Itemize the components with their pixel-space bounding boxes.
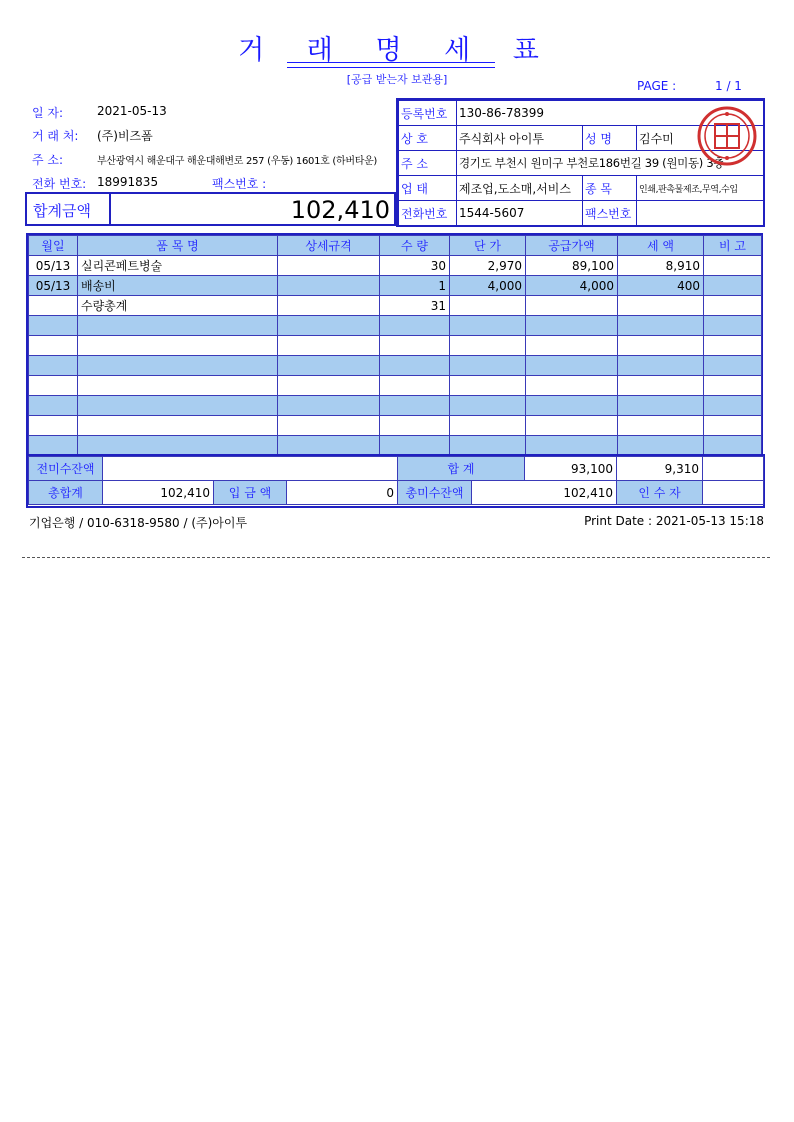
items-header-row xyxy=(29,236,762,256)
supplier-phone-label: 전화번호 xyxy=(399,201,457,226)
supplier-phone-value: 1544-5607 xyxy=(457,201,583,226)
empty-row xyxy=(29,416,762,436)
table-row xyxy=(29,256,762,276)
row-supply: 89,100 xyxy=(526,256,618,276)
total-amount-box xyxy=(25,192,396,226)
empty-row xyxy=(29,356,762,376)
supplier-fax-value xyxy=(637,201,764,226)
receiver-label: 인 수 자 xyxy=(617,481,703,505)
phone-label: 전화 번호: xyxy=(32,177,87,191)
paid-label: 입 금 액 xyxy=(214,481,287,505)
business-type-label: 종 목 xyxy=(583,176,637,201)
receiver-value xyxy=(703,481,764,505)
row-item-name: 배송비 xyxy=(78,276,278,296)
prev-balance-label: 전미수잔액 xyxy=(29,457,103,481)
sum-label: 합 계 xyxy=(398,457,525,481)
row-supply xyxy=(526,296,618,316)
row-item-name: 수량총계 xyxy=(78,296,278,316)
document-title: 거 래 명 세 표 xyxy=(238,35,556,66)
supplier-address-label: 주 소 xyxy=(399,151,457,176)
header-note: 비 고 xyxy=(704,236,762,256)
address-value: 부산광역시 해운대구 해운대해변로 257 (우동) 1601호 (하버타운) xyxy=(97,156,378,167)
row-date: 05/13 xyxy=(29,256,78,276)
header-tax: 세 액 xyxy=(618,236,704,256)
row-unit-price: 2,970 xyxy=(450,256,526,276)
row-unit-price xyxy=(450,296,526,316)
title-underline xyxy=(287,62,495,68)
paid-value: 0 xyxy=(287,481,398,505)
business-value: 제조업,도소매,서비스 xyxy=(457,176,583,201)
row-qty: 1 xyxy=(380,276,450,296)
rep-name-value: 김수미 xyxy=(637,126,764,151)
business-type-value: 인쇄,판촉물제조,무역,수입 xyxy=(637,176,764,201)
header-spec: 상세규격 xyxy=(278,236,380,256)
empty-row xyxy=(29,436,762,456)
row-date: 05/13 xyxy=(29,276,78,296)
row-spec xyxy=(278,296,380,316)
address-label: 주 소: xyxy=(32,153,64,167)
cut-line xyxy=(22,557,770,558)
business-label: 업 태 xyxy=(399,176,457,201)
total-balance-label: 총미수잔액 xyxy=(398,481,472,505)
company-value: 주식회사 아이투 xyxy=(457,126,583,151)
sum-note-cell xyxy=(703,457,764,481)
table-row xyxy=(29,296,762,316)
sum-supply-value: 93,100 xyxy=(525,457,617,481)
row-note xyxy=(704,256,762,276)
sum-tax-value: 9,310 xyxy=(617,457,703,481)
empty-row xyxy=(29,396,762,416)
row-spec xyxy=(278,276,380,296)
summary-box xyxy=(26,454,765,508)
items-table xyxy=(28,235,762,456)
row-supply: 4,000 xyxy=(526,276,618,296)
supplier-fax-label: 팩스번호 xyxy=(583,201,637,226)
row-note xyxy=(704,296,762,316)
rep-name-label: 성 명 xyxy=(583,126,637,151)
row-tax: 8,910 xyxy=(618,256,704,276)
prev-balance-value xyxy=(103,457,398,481)
date-value: 2021-05-13 xyxy=(97,104,167,118)
document-subtitle: [공급 받는자 보관용] xyxy=(346,73,448,86)
empty-row xyxy=(29,376,762,396)
reg-no-value: 130-86-78399 xyxy=(457,101,764,126)
grand-total-label: 총합계 xyxy=(29,481,103,505)
print-date: Print Date : 2021-05-13 15:18 xyxy=(584,514,764,528)
date-label: 일 자: xyxy=(32,106,64,120)
header-qty: 수 량 xyxy=(380,236,450,256)
total-amount-value: 102,410 xyxy=(290,196,390,224)
table-row xyxy=(29,276,762,296)
page-number: 1 / 1 xyxy=(715,79,742,93)
company-seal-icon xyxy=(695,106,759,166)
header-date: 월일 xyxy=(29,236,78,256)
row-unit-price: 4,000 xyxy=(450,276,526,296)
reg-no-label: 등록번호 xyxy=(399,101,457,126)
fax-label: 팩스번호 : xyxy=(212,177,267,191)
row-item-name: 실리콘페트병술 xyxy=(78,256,278,276)
row-note xyxy=(704,276,762,296)
items-table-box xyxy=(26,233,763,455)
row-tax: 400 xyxy=(618,276,704,296)
header-supply: 공급가액 xyxy=(526,236,618,256)
total-balance-value: 102,410 xyxy=(472,481,617,505)
row-qty: 31 xyxy=(380,296,450,316)
phone-value: 18991835 xyxy=(97,175,159,189)
empty-row xyxy=(29,336,762,356)
total-amount-label: 합계금액 xyxy=(33,202,91,220)
header-item-name: 품 목 명 xyxy=(78,236,278,256)
header-unit-price: 단 가 xyxy=(450,236,526,256)
supplier-address-value: 경기도 부천시 원미구 부천로186번길 39 (원미동) 3층 xyxy=(457,151,764,176)
page-label: PAGE : xyxy=(637,79,677,93)
empty-row xyxy=(29,316,762,336)
client-label: 거 래 처: xyxy=(32,129,79,143)
row-spec xyxy=(278,256,380,276)
row-qty: 30 xyxy=(380,256,450,276)
row-date xyxy=(29,296,78,316)
client-value: (주)비즈폼 xyxy=(97,129,153,143)
grand-total-value: 102,410 xyxy=(103,481,214,505)
row-tax xyxy=(618,296,704,316)
bank-info: 기업은행 / 010-6318-9580 / (주)아이투 xyxy=(29,516,248,530)
company-label: 상 호 xyxy=(399,126,457,151)
